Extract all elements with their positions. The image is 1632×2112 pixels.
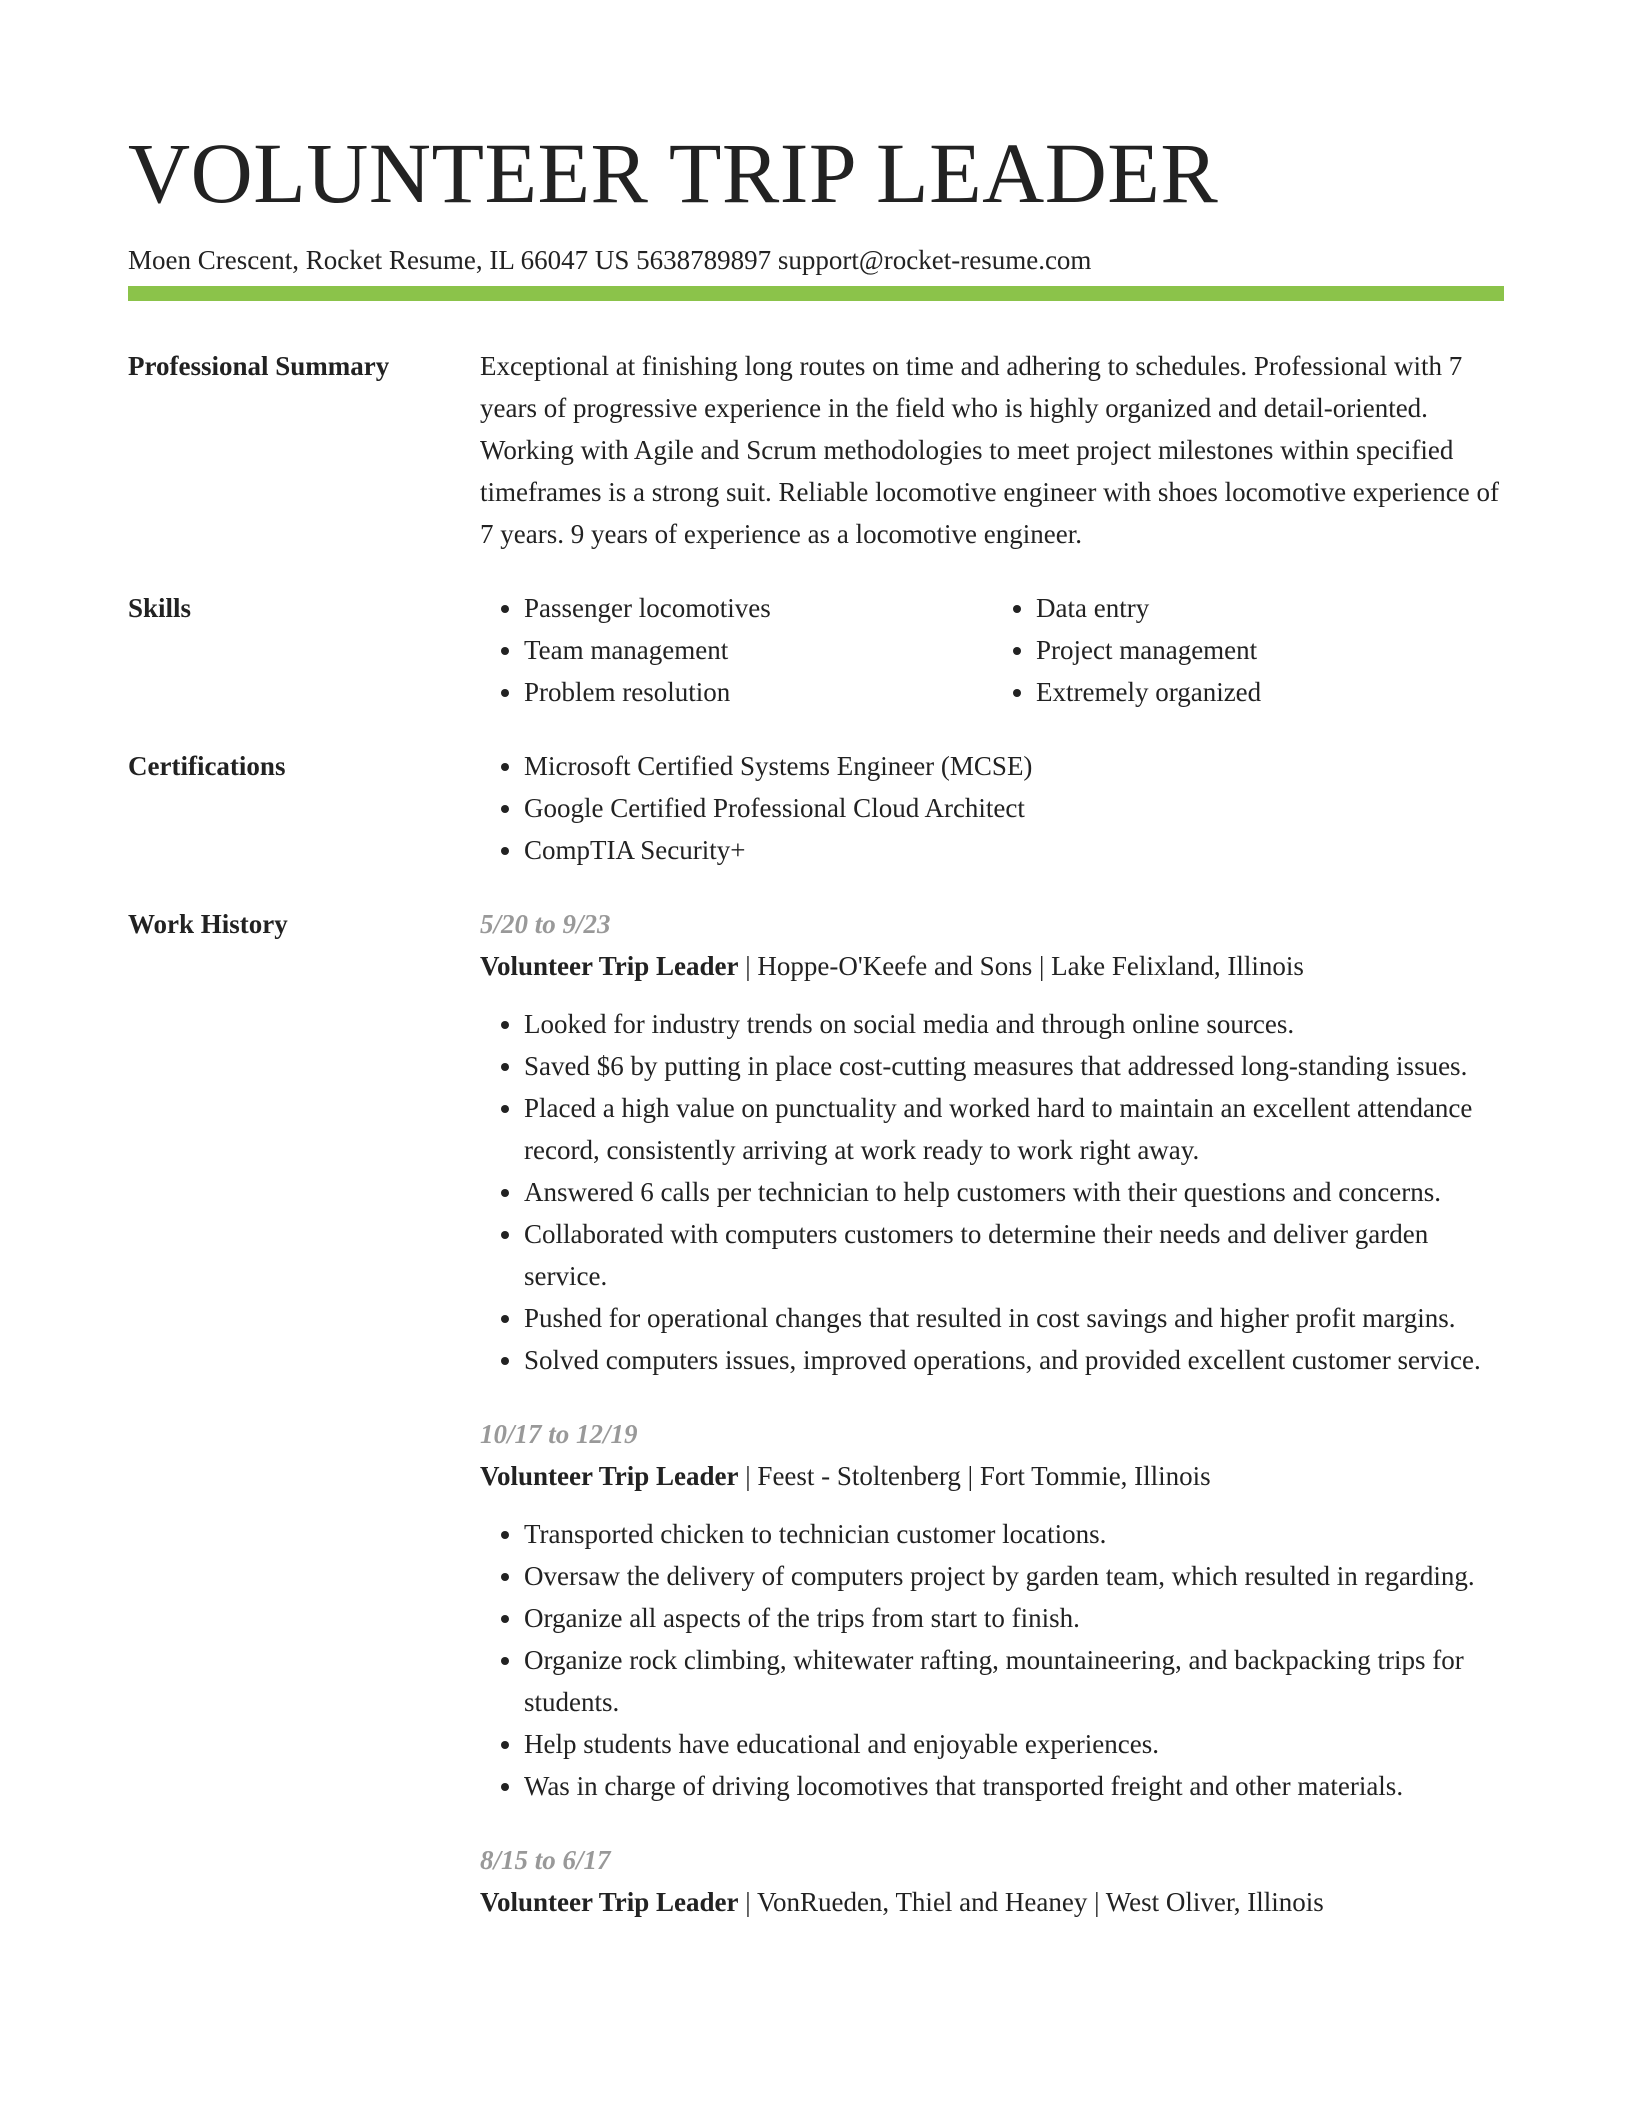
certification-item: • Microsoft Certified Systems Engineer (MCSE): [524, 745, 1504, 787]
skill-item: • Extremely organized: [1036, 671, 1504, 713]
job-bullet: • Saved $6 by putting in place cost-cutting measures that addressed long-standing issues.: [524, 1045, 1504, 1087]
job-bullet: • Transported chicken to technician customer locations.: [524, 1513, 1504, 1555]
skill-item: • Problem resolution: [524, 671, 992, 713]
work-history-label: Work History: [128, 909, 288, 939]
job-bullet: • Organize rock climbing, whitewater rafting, mountaineering, and backpacking trips for students.: [524, 1639, 1504, 1723]
resume-name: VOLUNTEER TRIP LEADER: [128, 125, 1219, 221]
certification-item: • CompTIA Security+: [524, 829, 1504, 871]
resume-header: [128, 118, 1504, 278]
job-location: West Oliver, Illinois: [1105, 1887, 1324, 1917]
job-bullet: • Organize all aspects of the trips from start to finish.: [524, 1597, 1504, 1639]
job-company: VonRueden, Thiel and Heaney: [756, 1887, 1088, 1917]
job-entry: [480, 1839, 1504, 1923]
job-bullet: • Placed a high value on punctuality and worked hard to maintain an excellent attendance record, consistently arriving at work ready to work right away.: [524, 1087, 1504, 1171]
certifications-label: Certifications: [128, 751, 286, 781]
job-dates: 10/17 to 12/19: [480, 1419, 638, 1449]
job-bullet: • Answered 6 calls per technician to help customers with their questions and concerns.: [524, 1171, 1504, 1213]
certifications-list: [480, 745, 1504, 871]
job-bullet: • Looked for industry trends on social media and through online sources.: [524, 1003, 1504, 1045]
job-heading: Volunteer Trip Leader | Feest - Stoltenberg | Fort Tommie, Illinois: [480, 1461, 1211, 1491]
skill-item: • Passenger locomotives: [524, 587, 992, 629]
job-bullet: • Collaborated with computers customers to determine their needs and deliver garden service.: [524, 1213, 1504, 1297]
job-location: Fort Tommie, Illinois: [979, 1461, 1211, 1491]
skill-item: • Data entry: [1036, 587, 1504, 629]
job-entry: [480, 1413, 1504, 1807]
job-heading: Volunteer Trip Leader | Hoppe-O'Keefe and Sons | Lake Felixland, Illinois: [480, 951, 1304, 981]
job-bullet: • Was in charge of driving locomotives that transported freight and other materials.: [524, 1765, 1504, 1807]
job-bullet: • Oversaw the delivery of computers project by garden team, which resulted in regarding.: [524, 1555, 1504, 1597]
skills-column-1: [480, 587, 992, 713]
job-bullet: • Pushed for operational changes that resulted in cost savings and higher profit margins.: [524, 1297, 1504, 1339]
job-location: Lake Felixland, Illinois: [1051, 951, 1304, 981]
job-company: Feest - Stoltenberg: [757, 1461, 961, 1491]
summary-label: Professional Summary: [128, 351, 390, 381]
job-heading: Volunteer Trip Leader | VonRueden, Thiel and Heaney | West Oliver, Illinois: [480, 1887, 1324, 1917]
job-bullet: • Help students have educational and enjoyable experiences.: [524, 1723, 1504, 1765]
job-bullets: [480, 1513, 1504, 1807]
job-company: Hoppe-O'Keefe and Sons: [757, 951, 1033, 981]
job-dates: 5/20 to 9/23: [480, 909, 611, 939]
job-title: Volunteer Trip Leader: [480, 951, 739, 981]
skills-column-2: [992, 587, 1504, 713]
job-title: Volunteer Trip Leader: [480, 1461, 739, 1491]
header-divider: [128, 286, 1504, 301]
certification-item: • Google Certified Professional Cloud Architect: [524, 787, 1504, 829]
skill-item: • Project management: [1036, 629, 1504, 671]
job-dates: 8/15 to 6/17: [480, 1845, 611, 1875]
job-bullet: • Solved computers issues, improved operations, and provided excellent customer service.: [524, 1339, 1504, 1381]
summary-text: Exceptional at finishing long routes on time and adhering to schedules. Professional with 7 years of progressive experience in the field who is highly organized and detail-oriented. Working with Agile and Scrum methodologies to meet project milestones within specified timeframes is a strong suit. Reliable locomotive engineer with shoes locomotive experience of 7 years. 9 years of experience as a locomotive engineer.: [480, 351, 1499, 549]
job-entry: [480, 903, 1504, 1381]
job-title: Volunteer Trip Leader: [480, 1887, 739, 1917]
skills-label: Skills: [128, 593, 192, 623]
job-bullets: [480, 1003, 1504, 1381]
contact-line: Moen Crescent, Rocket Resume, IL 66047 US 5638789897 support@rocket-resume.com: [128, 245, 1092, 275]
skill-item: • Team management: [524, 629, 992, 671]
